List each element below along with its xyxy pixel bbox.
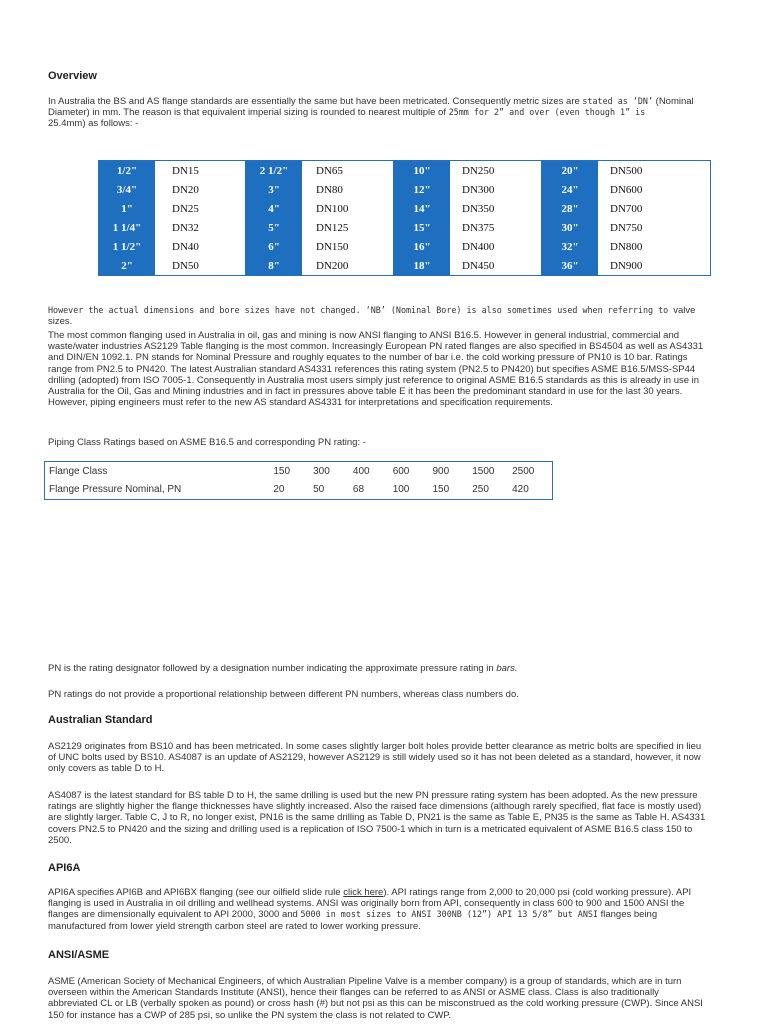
rating-value: 2500 [512, 465, 535, 477]
size-row [394, 180, 563, 199]
size-row [542, 180, 711, 199]
ansi-asme-paragraph: ASME (American Society of Mechanical Engineers, of which Australian Pipeline Valve is a member company) is a group of standards, which are in turn overseen within the American Standards Institute (ANSI), hence their flanges can be referred to as ANSI or ASME class. Class is also traditionally abbreviated CL or LB (verbally spoken as pound) or cross hash (#) but not psi as this can be misconstrued as the cold working pressure (CWP). Since ANSI 150 for instance has a CWP of 285 psi, so unlike the PN system the class is not related to CWP. [48, 976, 703, 1021]
size-row [246, 256, 415, 276]
dn-size: DN25 [172, 202, 199, 215]
ansi-asme-heading: ANSI/ASME [48, 949, 110, 961]
dn-size: DN125 [316, 221, 349, 234]
size-row [99, 256, 268, 276]
rating-value: 150 [273, 465, 291, 477]
overview-heading: Overview [48, 70, 97, 82]
size-row [394, 218, 563, 237]
rating-value: 900 [432, 465, 450, 477]
size-row [99, 237, 268, 256]
rating-value: 150 [432, 484, 450, 496]
dn-size: DN750 [610, 221, 643, 234]
rating-value: 400 [352, 465, 370, 477]
size-row [246, 199, 415, 218]
imperial-size: 24" [542, 180, 599, 199]
dn-size: DN375 [462, 221, 495, 234]
api6a-paragraph: API6A specifies API6B and API6BX flanging (see our oilfield slide rule click here). API ratings range from 2,000 to 20,000 psi (cold working pressure). API flanging is used in Australia in oil drilling and wellhead systems. ANSI was originally born from API, consequently in class 600 to 900 and 1500 ANSI the flanges are dimensionally equivalent to API 2000, 3000 and 5000 in most sizes to ANSI 300NB (12”) API 13 5/8” but ANSI flanges being manufactured from lower yield strength carbon steel are rated to lower working pressure. [48, 887, 692, 932]
size-row [99, 199, 268, 218]
dn-size: DN400 [462, 240, 495, 253]
size-row [394, 199, 563, 218]
size-row [246, 161, 415, 181]
imperial-size: 28" [542, 199, 599, 218]
rating-value: 100 [392, 484, 410, 496]
rating-row [45, 481, 553, 500]
class-rating-table [44, 461, 553, 500]
australian-standard-heading: Australian Standard [48, 714, 153, 726]
imperial-size: 15" [394, 218, 451, 237]
imperial-size: 1" [99, 199, 156, 218]
imperial-size: 10" [394, 161, 451, 181]
imperial-size: 36" [542, 256, 599, 276]
size-table-4 [541, 160, 711, 276]
imperial-size: 8" [246, 256, 303, 276]
as2129-paragraph: AS2129 originates from BS10 and has been metricated. In some cases slightly larger bolt holes provide better clearance as metric bolts are specified in lieu of UNC bolts used by BS10. AS4087 is an update of AS2129, however AS2129 is still widely used so it has not been deleted as a standard, however, it now only covers as table D to H. [48, 741, 702, 775]
dn-size: DN500 [610, 164, 643, 177]
dn-size: DN65 [316, 164, 343, 177]
dn-size: DN450 [462, 259, 495, 272]
rating-value: 50 [313, 484, 325, 496]
nominal-bore-note: However the actual dimensions and bore sizes have not changed. ‘NB’ (Nominal Bore) is also sometimes used when referring to valve sizes. [48, 305, 696, 328]
overview-paragraph: In Australia the BS and AS flange standards are essentially the same but have been metricated. Consequently metric sizes are stated as ‘DN’ (Nominal Diameter) in mm. The reason is that equivalent imperial sizing is rounded to nearest multiple of 25mm for 2” and over (even though 1” is 25.4mm) as follows: - [48, 96, 694, 130]
rating-value: 1500 [472, 465, 495, 477]
pn-ratings-paragraph: PN ratings do not provide a proportional relationship between different PN numbers, whereas class numbers do. [48, 689, 519, 700]
imperial-size: 1 1/4" [99, 218, 156, 237]
size-row [99, 218, 268, 237]
dn-size: DN300 [462, 183, 495, 196]
dn-size: DN150 [316, 240, 349, 253]
slide-rule-link[interactable]: click here [343, 887, 384, 898]
imperial-size: 3" [246, 180, 303, 199]
imperial-size: 6" [246, 237, 303, 256]
imperial-size: 20" [542, 161, 599, 181]
dn-size: DN350 [462, 202, 495, 215]
size-row [542, 218, 711, 237]
api6a-heading: API6A [48, 862, 81, 874]
rating-label: Flange Pressure Nominal, PN [49, 484, 182, 496]
imperial-size: 30" [542, 218, 599, 237]
size-row [542, 256, 711, 276]
rating-value: 420 [512, 484, 529, 496]
rating-value: 300 [313, 465, 330, 477]
imperial-size: 5" [246, 218, 303, 237]
as4087-paragraph: AS4087 is the latest standard for BS table D to H, the same drilling is used but the new PN pressure rating system has been adopted. As the new pressure ratings are slightly higher the flange thicknesses have slightly increased. Also the raised face dimensions (although rarely specified, flat face is mostly used) are slightly larger. Table C, J to R, no longer exist, PN16 is the same drilling as Table D, PN21 is the same as Table E, PN35 is the same as Table H. AS4331 covers PN2.5 to PN420 and the sizing and drilling used is a replication of ISO 7500-1 which in turn is a metricated equivalent of ASME B16.5 class 150 to 2500. [48, 790, 706, 846]
rating-row [45, 462, 553, 481]
imperial-size: 3/4" [99, 180, 156, 199]
dn-size: DN32 [172, 221, 199, 234]
imperial-size: 4" [246, 199, 303, 218]
size-row [394, 237, 563, 256]
dn-size: DN700 [610, 202, 643, 215]
dn-size: DN20 [172, 183, 199, 196]
size-table-1 [98, 160, 268, 276]
dn-size: DN15 [172, 164, 199, 177]
imperial-size: 1 1/2" [99, 237, 156, 256]
size-row [542, 199, 711, 218]
imperial-size: 32" [542, 237, 599, 256]
size-row [99, 161, 268, 181]
rating-value: 20 [273, 484, 285, 496]
rating-value: 600 [392, 465, 410, 477]
size-table-3 [393, 160, 563, 276]
pn-designator-paragraph: PN is the rating designator followed by a designation number indicating the approximate pressure rating in bars. [48, 663, 518, 674]
dn-size: DN250 [462, 164, 495, 177]
dn-size: DN200 [316, 259, 349, 272]
dn-size: DN50 [172, 259, 199, 272]
imperial-size: 12" [394, 180, 451, 199]
class-ratings-intro: Piping Class Ratings based on ASME B16.5 and corresponding PN rating: - [48, 437, 366, 448]
imperial-size: 2" [99, 256, 156, 276]
size-row [246, 218, 415, 237]
rating-label: Flange Class [49, 465, 108, 477]
dn-size: DN80 [316, 183, 343, 196]
size-row [394, 161, 563, 181]
dn-size: DN40 [172, 240, 199, 253]
size-row [394, 256, 563, 276]
imperial-size: 18" [394, 256, 451, 276]
dn-size: DN600 [610, 183, 643, 196]
imperial-size: 16" [394, 237, 451, 256]
imperial-size: 1/2" [99, 161, 156, 181]
imperial-size: 14" [394, 199, 451, 218]
dn-size: DN100 [316, 202, 349, 215]
size-row [542, 237, 711, 256]
size-row [246, 237, 415, 256]
size-row [542, 161, 711, 181]
dn-size: DN800 [610, 240, 643, 253]
dn-size: DN900 [610, 259, 643, 272]
size-row [99, 180, 268, 199]
flanging-paragraph: The most common flanging used in Australia in oil, gas and mining is now ANSI flanging to ANSI B16.5. However in general industrial, commercial and waste/water industries AS2129 Table flanging is the most common. Increasingly European PN rated flanges are also specified in BS4504 as well as AS4331 and DIN/EN 1092.1. PN stands for Nominal Pressure and roughly equates to the number of bar i.e. the cold working pressure of PN10 is 10 bar. Ratings range from PN2.5 to PN420. The latest Australian standard AS4331 references this rating system (PN2.5 to PN420) but specifies ASME B16.5/MSS-SP44 drilling (adopted) from ISO 7005-1. Consequently in Australia most users simply just reference to original ASME B16.5 standards as this is already in use in Australia for the Oil, Gas and Mining industries and in fact in pressures above table E it has been the predominant standard in use for the last 30 years. However, piping engineers must refer to the new AS standard AS4331 for interpretations and specification requirements. [48, 330, 704, 409]
rating-value: 68 [352, 484, 365, 496]
size-row [246, 180, 415, 199]
rating-value: 250 [472, 484, 489, 496]
size-table-2 [245, 160, 415, 276]
imperial-size: 2 1/2" [246, 161, 303, 181]
